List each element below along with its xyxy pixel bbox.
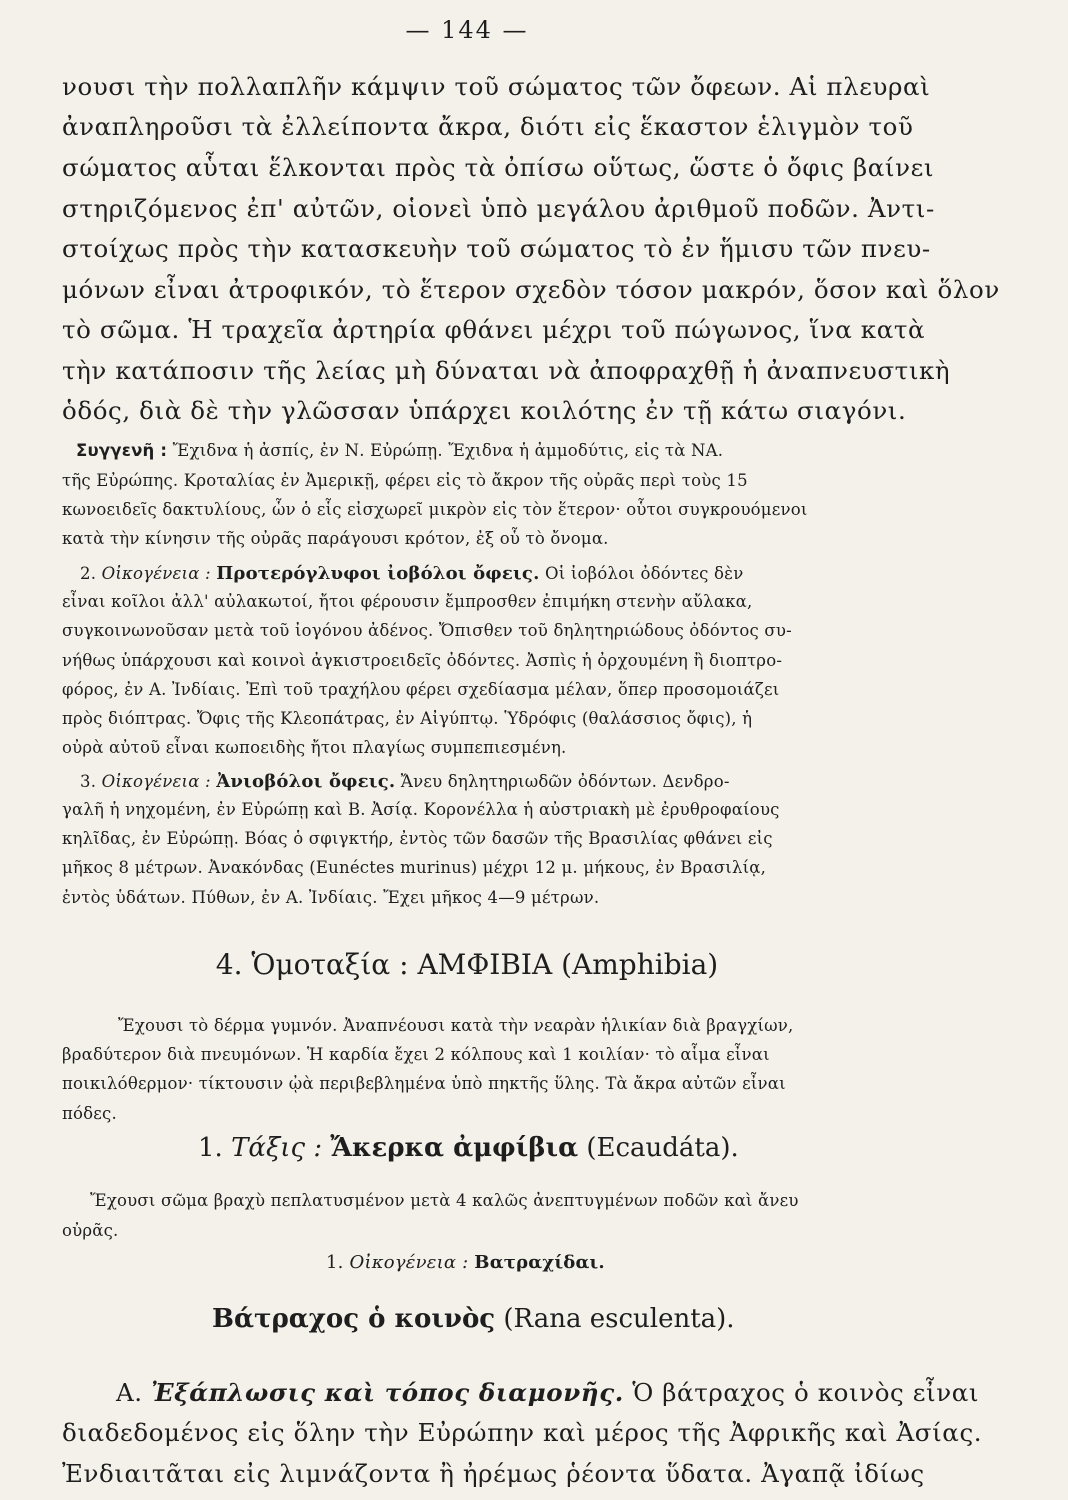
text-line: στοίχως πρὸς τὴν κατασκευὴν τοῦ σώματος τὸ ἐν ἥμισυ τῶν πνευ- [62,234,931,263]
class-heading: 4. Ὁμοταξία : ΑΜΦΙΒΙΑ (Amphibia) [215,948,719,981]
text-line: πρὸς διόπτρας. Ὄφις τῆς Κλεοπάτρας, ἐν Αἰγύπτῳ. Ὑδρόφις (θαλάσσιος ὄφις), ἡ [62,709,753,728]
related-species-line [76,441,946,460]
family-heading-line [80,563,950,584]
family-heading-line [80,771,950,792]
family-label: Οἰκογένεια : [349,1252,469,1273]
text-line: ὁδός, διὰ δὲ τὴν γλῶσσαν ὑπάρχει κοιλότης ἐν τῇ κάτω σιαγόνι. [62,396,907,425]
text-line: ποικιλόθερμον· τίκτουσιν ᾠὰ περιβεβλημένα ὑπὸ πηκτῆς ὕλης. Τὰ ἄκρα αὐτῶν εἶναι [62,1074,786,1093]
section-a-line [116,1378,980,1407]
text-line: κηλῖδας, ἐν Εὐρώπῃ. Βόας ὁ σφιγκτήρ, ἐντὸς τῶν δασῶν τῆς Βρασιλίας φθάνει εἰς [62,829,773,848]
item-number: 2. [80,564,97,583]
text-span: Οἱ ἰοβόλοι ὀδόντες δὲν [545,564,744,583]
section-title: Ἐξάπλωσις καὶ τόπος διαμονῆς. [151,1378,624,1407]
family-name: Βατραχίδαι. [474,1252,605,1273]
text-line: Ἔχουσι τὸ δέρμα γυμνόν. Ἀναπνέουσι κατὰ τὴν νεαρὰν ἡλικίαν διὰ βραγχίων, [118,1016,794,1035]
family-label: Οἰκογένεια : [101,772,211,791]
item-number: 3. [80,772,97,791]
family-heading-line [326,1252,932,1273]
text-line: οὐρὰ αὐτοῦ εἶναι κωποειδὴς ἤτοι πλαγίως συμπεπιεσμένη. [62,738,567,757]
text-line: Ἐνδιαιτᾶται εἰς λιμνάζοντα ἢ ἠρέμως ῥέοντα ὕδατα. Ἀγαπᾷ ἰδίως [62,1459,925,1488]
related-species-heading: Συγγενῆ : [76,441,168,460]
text-line: οὐρᾶς. [62,1221,119,1240]
species-latin: (Rana esculenta). [503,1304,735,1334]
text-span: Ὁ βάτραχος ὁ κοινὸς εἶναι [632,1378,980,1407]
item-number: 1. [198,1133,223,1163]
text-line: σώματος αὗται ἕλκονται πρὸς τὰ ὀπίσω οὕτως, ὥστε ὁ ὄφις βαίνει [62,153,935,182]
text-line: κατὰ τὴν κίνησιν τῆς οὐρᾶς παράγουσι κρότον, ἐξ οὗ τὸ ὄνομα. [62,529,609,548]
text-line: μόνων εἶναι ἀτροφικόν, τὸ ἕτερον σχεδὸν τόσον μακρόν, ὅσον καὶ ὅλον [62,275,1000,304]
species-name: Βάτραχος ὁ κοινὸς [212,1304,496,1334]
order-heading [198,1133,1068,1163]
text-line: μῆκος 8 μέτρων. Ἀνακόνδας (Eunéctes murinus) μέχρι 12 μ. μήκους, ἐν Βρασιλίᾳ, [62,858,767,877]
text-span: Ἔχιδνα ἡ ἀσπίς, ἐν Ν. Εὐρώπῃ. Ἔχιδνα ἡ ἀμμοδύτις, εἰς τὰ ΝΑ. [172,441,724,460]
species-heading [212,1304,932,1334]
family-name: Ἀνιοβόλοι ὄφεις. [216,771,396,792]
order-name: Ἄκερκα ἀμφίβια [330,1133,579,1163]
order-latin: (Ecaudáta). [586,1133,739,1163]
family-name: Προτερόγλυφοι ἰοβόλοι ὄφεις. [216,563,540,584]
text-line: διαδεδομένος εἰς ὅλην τὴν Εὐρώπην καὶ μέρος τῆς Ἀφρικῆς καὶ Ἀσίας. [62,1418,983,1447]
text-span: Ἄνευ δηλητηριωδῶν ὀδόντων. Δενδρο- [400,772,730,791]
text-line: ἀναπληροῦσι τὰ ἐλλείποντα ἄκρα, διότι εἰς ἕκαστον ἑλιγμὸν τοῦ [62,112,914,141]
order-label: Τάξις : [231,1133,323,1163]
section-label: Α. [116,1378,143,1407]
text-line: στηριζόμενος ἐπ' αὐτῶν, οἱονεὶ ὑπὸ μεγάλου ἀριθμοῦ ποδῶν. Ἀντι- [62,194,935,223]
text-line: κωνοειδεῖς δακτυλίους, ὧν ὁ εἷς εἰσχωρεῖ μικρὸν εἰς τὸν ἕτερον· οὗτοι συγκρουόμενοι [62,500,808,519]
text-line: τὴν κατάποσιν τῆς λείας μὴ δύναται νὰ ἀποφραχθῇ ἡ ἀναπνευστικὴ [62,356,951,385]
text-line: πόδες. [62,1104,117,1123]
text-line: φόρος, ἐν Α. Ἰνδίαις. Ἐπὶ τοῦ τραχήλου φέρει σχεδίασμα μέλαν, ὅπερ προσομοιάζει [62,680,780,699]
text-line: εἶναι κοῖλοι ἀλλ' αὐλακωτοί, ἤτοι φέρουσιν ἔμπροσθεν ἐπιμήκη στενὴν αὔλακα, [62,592,753,611]
text-line: συγκοινωνοῦσαν μετὰ τοῦ ἰογόνου ἀδένος. Ὄπισθεν τοῦ δηλητηριώδους ὀδόντος συ- [62,621,792,640]
text-line: γαλῆ ἡ νηχομένη, ἐν Εὐρώπῃ καὶ Β. Ἀσίᾳ. Κορονέλλα ἡ αὐστριακὴ μὲ ἐρυθροφαίους [62,800,780,819]
text-line: νουσι τὴν πολλαπλῆν κάμψιν τοῦ σώματος τῶν ὄφεων. Αἱ πλευραὶ [62,72,931,101]
text-line: τὸ σῶμα. Ἡ τραχεῖα ἀρτηρία φθάνει μέχρι τοῦ πώγωνος, ἵνα κατὰ [62,315,926,344]
text-line: τῆς Εὐρώπης. Κροταλίας ἐν Ἀμερικῇ, φέρει εἰς τὸ ἄκρον τῆς οὐρᾶς περὶ τοὺς 15 [62,471,748,490]
item-number: 1. [326,1252,344,1273]
text-line: νήθως ὑπάρχουσι καὶ κοινοὶ ἀγκιστροειδεῖς ὀδόντες. Ἀσπὶς ἡ ὀρχουμένη ἢ διοπτρο- [62,651,783,670]
text-line: Ἔχουσι σῶμα βραχὺ πεπλατυσμένον μετὰ 4 καλῶς ἀνεπτυγμένων ποδῶν καὶ ἄνευ [90,1191,799,1210]
text-line: ἐντὸς ὑδάτων. Πύθων, ἐν Α. Ἰνδίαις. Ἔχει μῆκος 4—9 μέτρων. [62,888,600,907]
page-number: — 144 — [405,16,529,44]
text-line: βραδύτερον διὰ πνευμόνων. Ἡ καρδία ἔχει 2 κόλπους καὶ 1 κοιλίαν· τὸ αἷμα εἶναι [62,1045,770,1064]
family-label: Οἰκογένεια : [101,564,211,583]
